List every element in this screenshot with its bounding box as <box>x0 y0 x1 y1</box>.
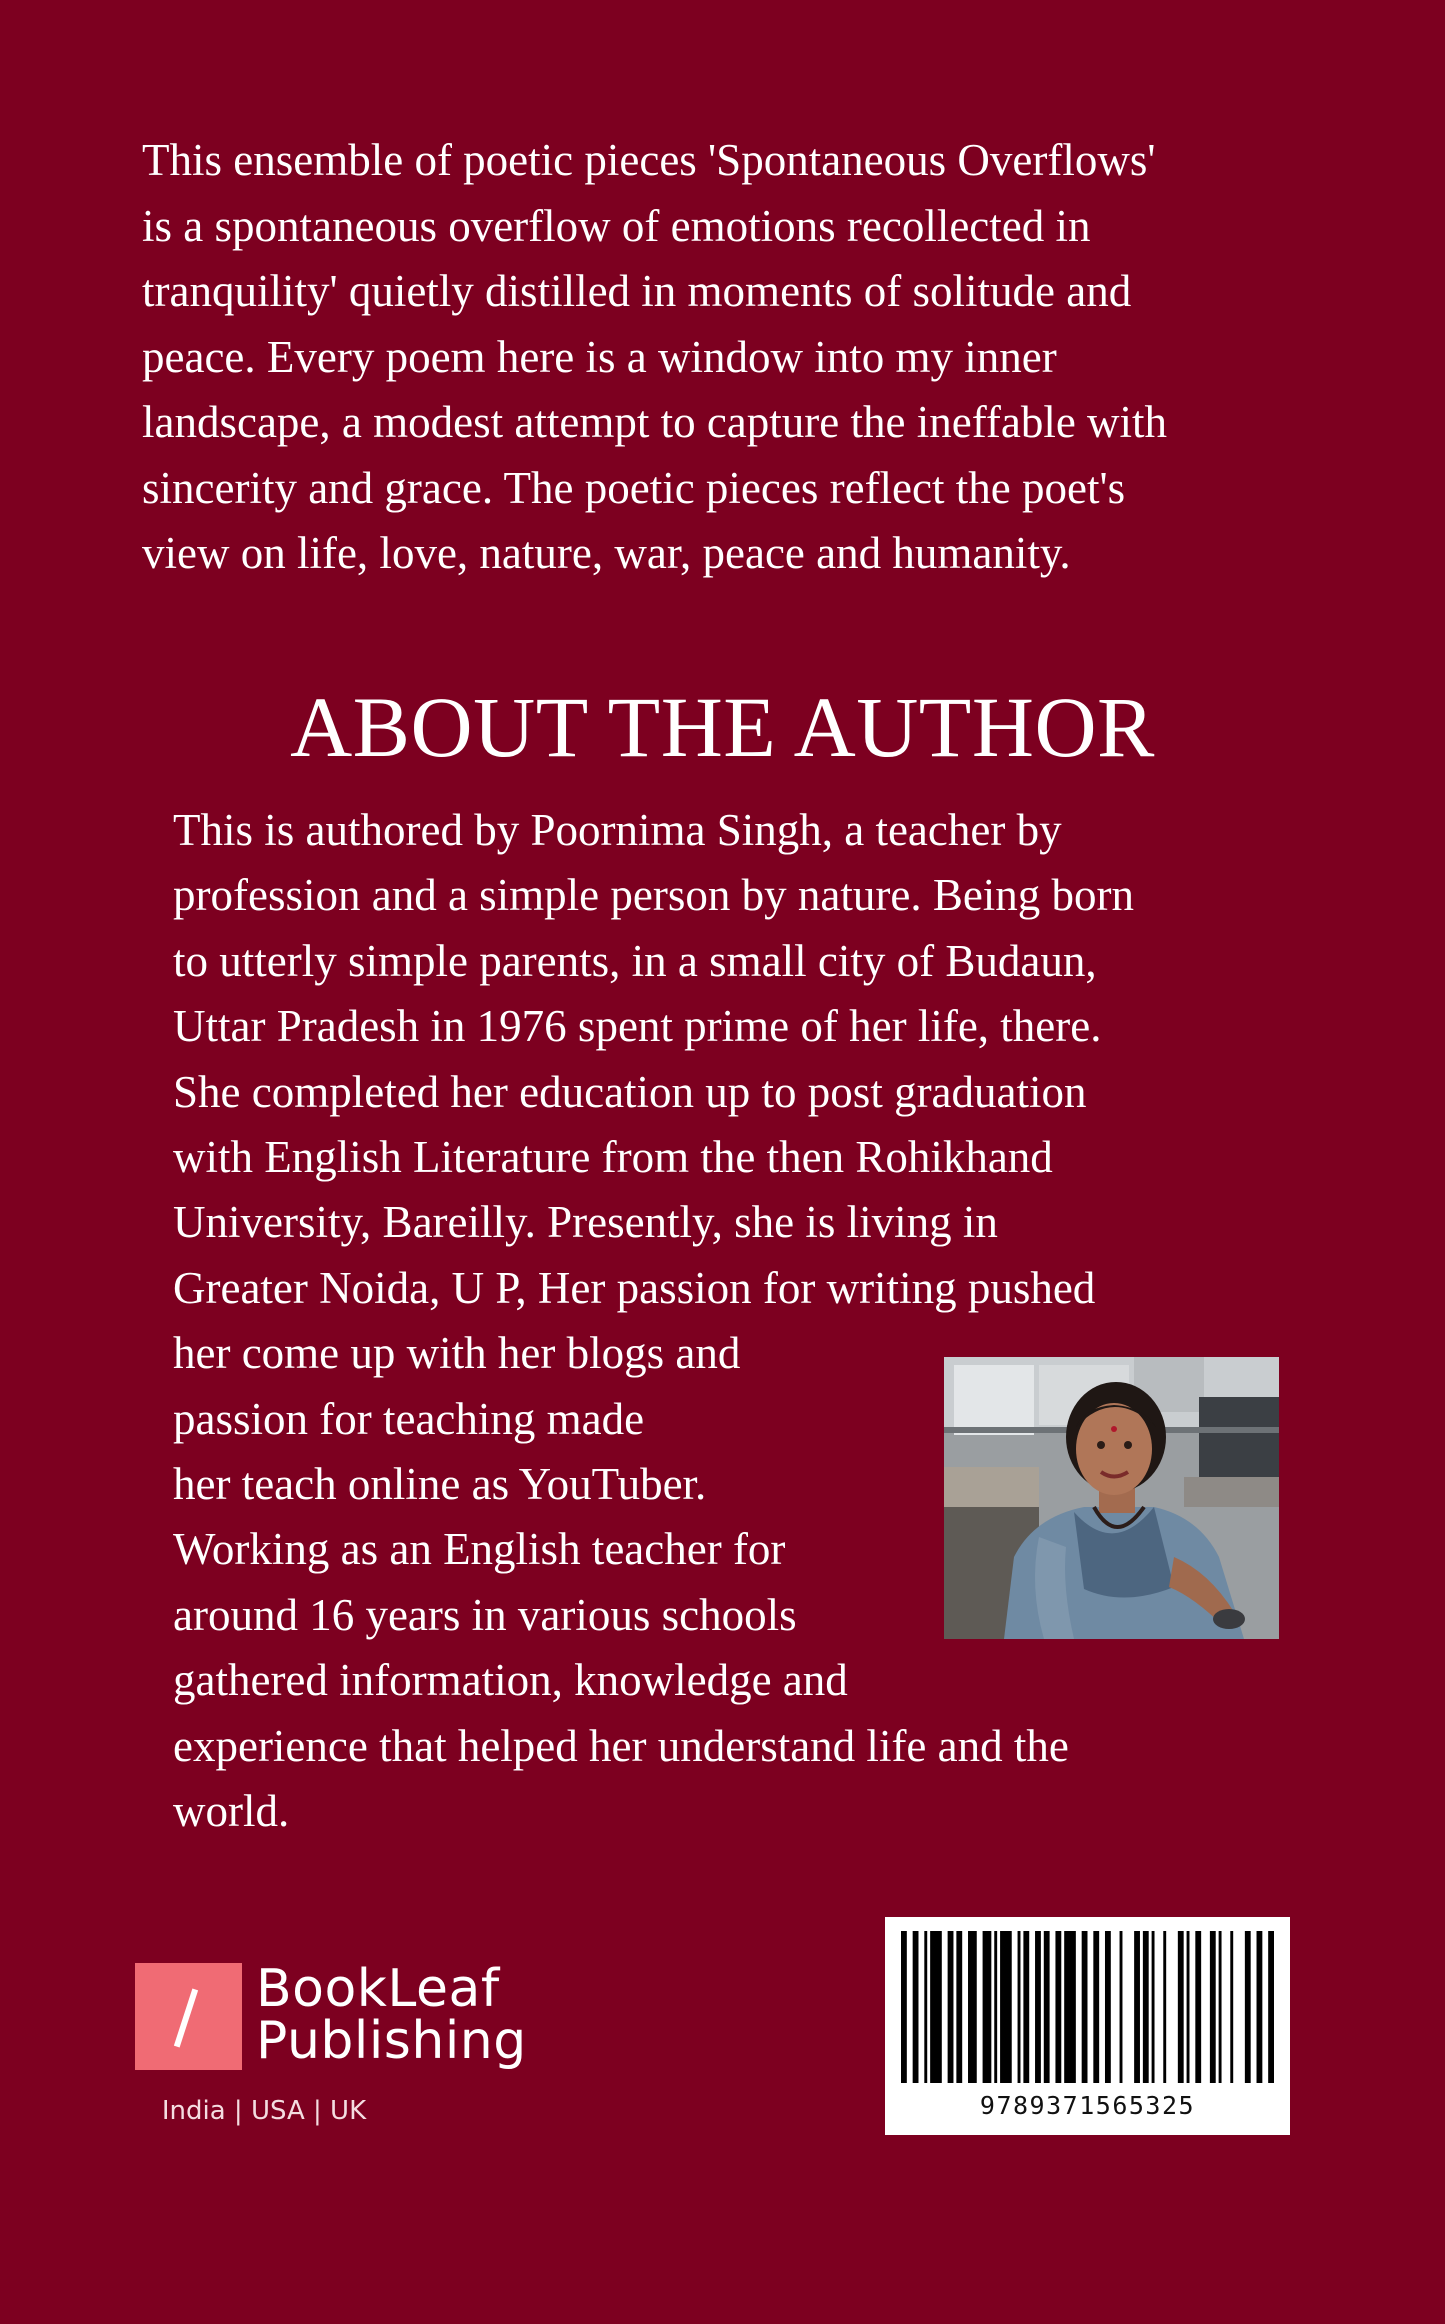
bio-line: experience that helped her understand life and the <box>173 1720 1069 1771</box>
bio-line: This is authored by Poornima Singh, a teacher by <box>173 805 1062 855</box>
blurb-line: sincerity and grace. The poetic pieces reflect the poet's <box>142 462 1126 513</box>
blurb-line: is a spontaneous overflow of emotions recollected in <box>142 200 1091 251</box>
bio-line: University, Bareilly. Presently, she is living in <box>173 1197 998 1248</box>
author-photo <box>944 1357 1279 1639</box>
blurb-line: This ensemble of poetic pieces 'Spontaneous Overflows' <box>142 135 1156 185</box>
publisher-name <box>256 1959 527 2071</box>
publisher-name-line: BookLeaf <box>256 1959 500 2019</box>
bio-line: around 16 years in various schools <box>173 1589 797 1640</box>
isbn-number: 9789371565325 <box>979 2091 1196 2120</box>
blurb-line: peace. Every poem here is a window into my inner <box>142 331 1057 382</box>
author-bio <box>173 798 1323 1845</box>
isbn-barcode <box>885 1917 1290 2135</box>
book-blurb <box>142 128 1342 587</box>
bio-line: her teach online as YouTuber. <box>173 1459 707 1510</box>
barcode-icon <box>899 1931 1276 2086</box>
about-author-heading: ABOUT THE AUTHOR <box>290 679 1155 775</box>
bio-line: to utterly simple parents, in a small city of Budaun, <box>173 935 1097 986</box>
bio-line: world. <box>173 1786 290 1837</box>
blurb-line: tranquility' quietly distilled in moments of solitude and <box>142 266 1132 316</box>
bio-line: Uttar Pradesh in 1976 spent prime of her life, there. <box>173 1001 1102 1052</box>
bio-line: her come up with her blogs and <box>173 1328 741 1379</box>
bio-line: Working as an English teacher for <box>173 1524 786 1575</box>
bio-line: with English Literature from the then Rohikhand <box>173 1132 1053 1183</box>
bio-line: Greater Noida, U P, Her passion for writing pushed <box>173 1262 1096 1313</box>
slash-logo-icon <box>135 1963 242 2070</box>
publisher-regions: India | USA | UK <box>161 2096 367 2126</box>
publisher-name-line: Publishing <box>256 2011 527 2071</box>
blurb-line: landscape, a modest attempt to capture the ineffable with <box>142 397 1168 447</box>
bio-line: passion for teaching made <box>173 1393 645 1444</box>
bio-line: profession and a simple person by nature. Being born <box>173 870 1135 921</box>
bio-line: gathered information, knowledge and <box>173 1655 848 1706</box>
blurb-line: view on life, love, nature, war, peace and humanity. <box>142 528 1071 578</box>
bio-line: She completed her education up to post graduation <box>173 1066 1087 1117</box>
